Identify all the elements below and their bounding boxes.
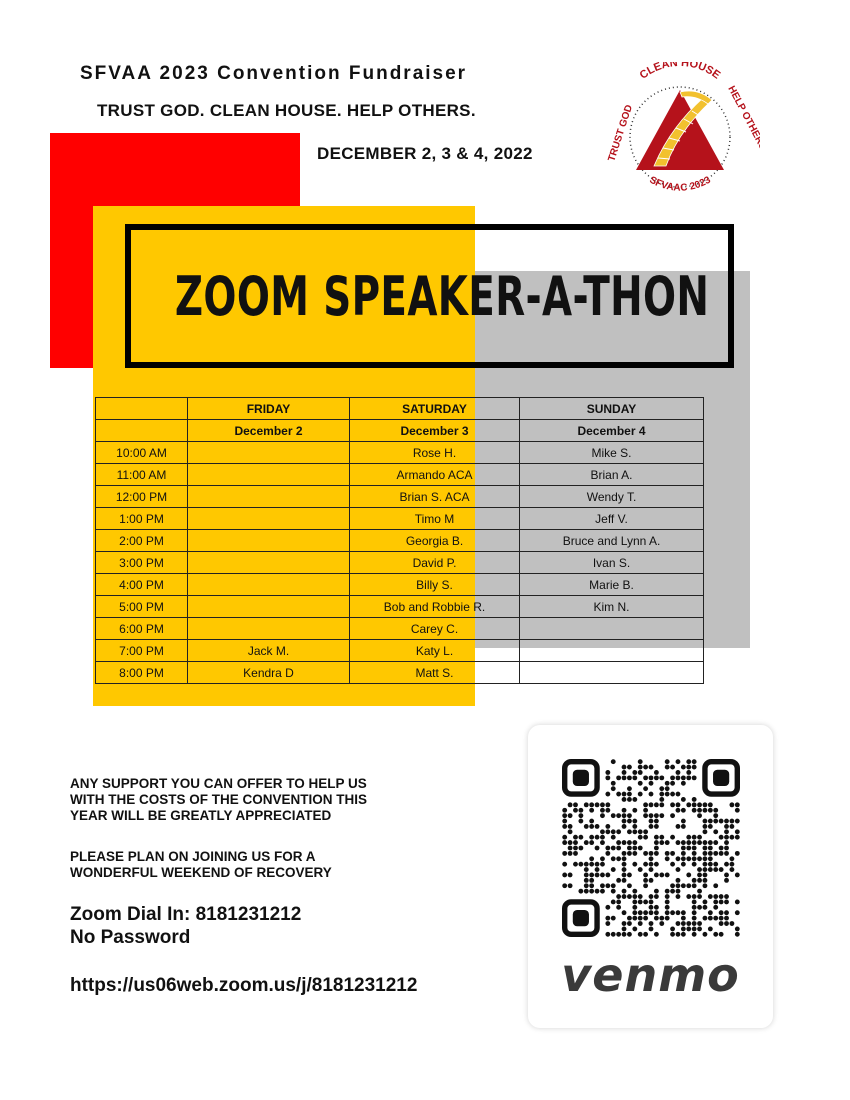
zoom-link[interactable]: https://us06web.zoom.us/j/8181231212 [70, 975, 418, 996]
banner-title: ZOOM SPEAKER-A-THON [175, 264, 710, 328]
support-line: YEAR WILL BE GREATLY APPRECIATED [70, 808, 332, 823]
event-dates: DECEMBER 2, 3 & 4, 2022 [317, 144, 533, 163]
sunday-speaker-cell: Mike S. [520, 442, 704, 464]
zoom-dial-number: Zoom Dial In: 8181231212 [70, 904, 302, 925]
day-date-header: December 4 [520, 420, 704, 442]
day-date-header: December 3 [350, 420, 520, 442]
time-slot-cell: 4:00 PM [96, 574, 188, 596]
sunday-speaker-cell [520, 640, 704, 662]
time-slot-cell: 12:00 PM [96, 486, 188, 508]
saturday-speaker-cell: Brian S. ACA [350, 486, 520, 508]
table-header-row [96, 398, 704, 420]
saturday-speaker-cell: Carey C. [350, 618, 520, 640]
time-slot-cell: 6:00 PM [96, 618, 188, 640]
table-row [96, 464, 704, 486]
zoom-password-note: No Password [70, 927, 191, 948]
svg-text:SFVAAC 2023 [647, 174, 713, 193]
saturday-speaker-cell: Timo M [350, 508, 520, 530]
table-row [96, 596, 704, 618]
day-name-header: SATURDAY [350, 398, 520, 420]
time-slot-cell: 5:00 PM [96, 596, 188, 618]
time-slot-cell: 7:00 PM [96, 640, 188, 662]
sunday-speaker-cell: Marie B. [520, 574, 704, 596]
table-row [96, 552, 704, 574]
table-row [96, 486, 704, 508]
friday-speaker-cell [188, 618, 350, 640]
table-row [96, 508, 704, 530]
plan-message [70, 849, 470, 881]
speakerathon-banner [125, 224, 734, 368]
sunday-speaker-cell: Brian A. [520, 464, 704, 486]
motto: TRUST GOD. CLEAN HOUSE. HELP OTHERS. [97, 101, 476, 120]
day-date-header: December 2 [188, 420, 350, 442]
table-row [96, 640, 704, 662]
saturday-speaker-cell: Rose H. [350, 442, 520, 464]
sunday-speaker-cell: Bruce and Lynn A. [520, 530, 704, 552]
saturday-speaker-cell: Billy S. [350, 574, 520, 596]
qr-code-icon[interactable] [562, 759, 740, 937]
logo-right-text: HELP OTHERS [725, 84, 760, 153]
table-date-row [96, 420, 704, 442]
day-name-header: SUNDAY [520, 398, 704, 420]
table-row [96, 442, 704, 464]
friday-speaker-cell [188, 486, 350, 508]
saturday-speaker-cell: Armando ACA [350, 464, 520, 486]
support-line: ANY SUPPORT YOU CAN OFFER TO HELP US [70, 776, 367, 791]
time-slot-cell: 11:00 AM [96, 464, 188, 486]
fundraiser-title: SFVAA 2023 Convention Fundraiser [80, 63, 468, 84]
venmo-wordmark: venmo [561, 948, 740, 1002]
header-blank-cell [96, 398, 188, 420]
friday-speaker-cell [188, 574, 350, 596]
svg-text:CLEAN HOUSE [638, 62, 723, 82]
time-slot-cell: 10:00 AM [96, 442, 188, 464]
sunday-speaker-cell [520, 618, 704, 640]
table-row [96, 530, 704, 552]
support-message [70, 776, 470, 824]
header-blank-cell [96, 420, 188, 442]
logo-top-text: CLEAN HOUSE [637, 62, 723, 82]
support-line: WITH THE COSTS OF THE CONVENTION THIS [70, 792, 367, 807]
sfvaac-logo [600, 62, 760, 207]
friday-speaker-cell [188, 508, 350, 530]
sunday-speaker-cell: Jeff V. [520, 508, 704, 530]
saturday-speaker-cell: Matt S. [350, 662, 520, 684]
saturday-speaker-cell: Katy L. [350, 640, 520, 662]
time-slot-cell: 2:00 PM [96, 530, 188, 552]
friday-speaker-cell [188, 530, 350, 552]
venmo-card [528, 725, 773, 1028]
saturday-speaker-cell: Bob and Robbie R. [350, 596, 520, 618]
time-slot-cell: 1:00 PM [96, 508, 188, 530]
logo-left-text: TRUST GOD [606, 103, 636, 163]
speaker-schedule-table [95, 397, 704, 684]
logo-bottom-text: SFVAAC 2023 [647, 174, 713, 194]
sunday-speaker-cell: Kim N. [520, 596, 704, 618]
table-row [96, 618, 704, 640]
friday-speaker-cell [188, 552, 350, 574]
friday-speaker-cell [188, 464, 350, 486]
time-slot-cell: 8:00 PM [96, 662, 188, 684]
sunday-speaker-cell [520, 662, 704, 684]
friday-speaker-cell: Jack M. [188, 640, 350, 662]
friday-speaker-cell: Kendra D [188, 662, 350, 684]
table-row [96, 662, 704, 684]
friday-speaker-cell [188, 596, 350, 618]
saturday-speaker-cell: Georgia B. [350, 530, 520, 552]
table-row [96, 574, 704, 596]
sunday-speaker-cell: Ivan S. [520, 552, 704, 574]
plan-line: WONDERFUL WEEKEND OF RECOVERY [70, 865, 332, 880]
time-slot-cell: 3:00 PM [96, 552, 188, 574]
plan-line: PLEASE PLAN ON JOINING US FOR A [70, 849, 316, 864]
friday-speaker-cell [188, 442, 350, 464]
sunday-speaker-cell: Wendy T. [520, 486, 704, 508]
day-name-header: FRIDAY [188, 398, 350, 420]
zoom-dial-info [70, 903, 301, 949]
saturday-speaker-cell: David P. [350, 552, 520, 574]
